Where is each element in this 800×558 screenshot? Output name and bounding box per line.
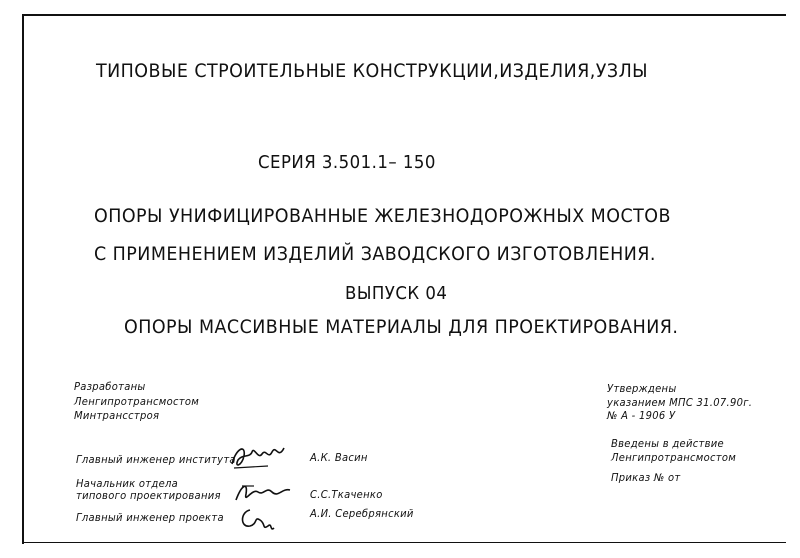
name-tkachenko: С.С.Ткаченко [310,489,383,501]
series-label: СЕРИЯ 3.501.1– 150 [258,152,436,173]
subject-line-1: ОПОРЫ УНИФИЦИРОВАННЫЕ ЖЕЛЕЗНОДОРОЖНЫХ МОСТОВ [94,205,671,227]
frame-left-line [22,14,24,544]
issue-title: ОПОРЫ МАССИВНЫЕ МАТЕРИАЛЫ ДЛЯ ПРОЕКТИРОВАНИЯ. [124,316,679,338]
name-vasin: А.К. Васин [310,452,368,464]
role-head-department-1: Начальник отдела [76,478,179,490]
developed-label: Разработаны [74,381,146,393]
approved-label: Утверждены [607,383,677,395]
issue-label: ВЫПУСК 04 [345,283,448,304]
introduced-line-3: Приказ № от [611,472,681,484]
frame-bottom-line [22,542,786,543]
subject-line-2: С ПРИМЕНЕНИЕМ ИЗДЕЛИЙ ЗАВОДСКОГО ИЗГОТОВЛЕНИЯ. [94,243,656,265]
introduced-line-2: Ленгипротрансмостом [611,452,737,464]
approved-line-2: № А - 1906 У [607,410,676,422]
signature-1 [228,438,290,474]
role-head-department-2: типового проектирования [76,490,221,502]
role-chief-engineer-project: Главный инженер проекта [76,512,224,524]
frame-top-line [22,14,786,16]
main-title: ТИПОВЫЕ СТРОИТЕЛЬНЫЕ КОНСТРУКЦИИ,ИЗДЕЛИЯ,УЗЛЫ [96,60,649,82]
developed-org-2: Минтрансстроя [74,410,160,422]
signature-3 [236,504,276,536]
approved-line-1: указанием МПС 31.07.90г. [607,397,753,409]
developed-org-1: Ленгипротрансмостом [74,396,200,408]
name-serebryansky: А.И. Серебрянский [310,508,414,520]
introduced-line-1: Введены в действие [611,438,724,450]
role-chief-engineer-institute: Главный инженер института [76,454,236,466]
